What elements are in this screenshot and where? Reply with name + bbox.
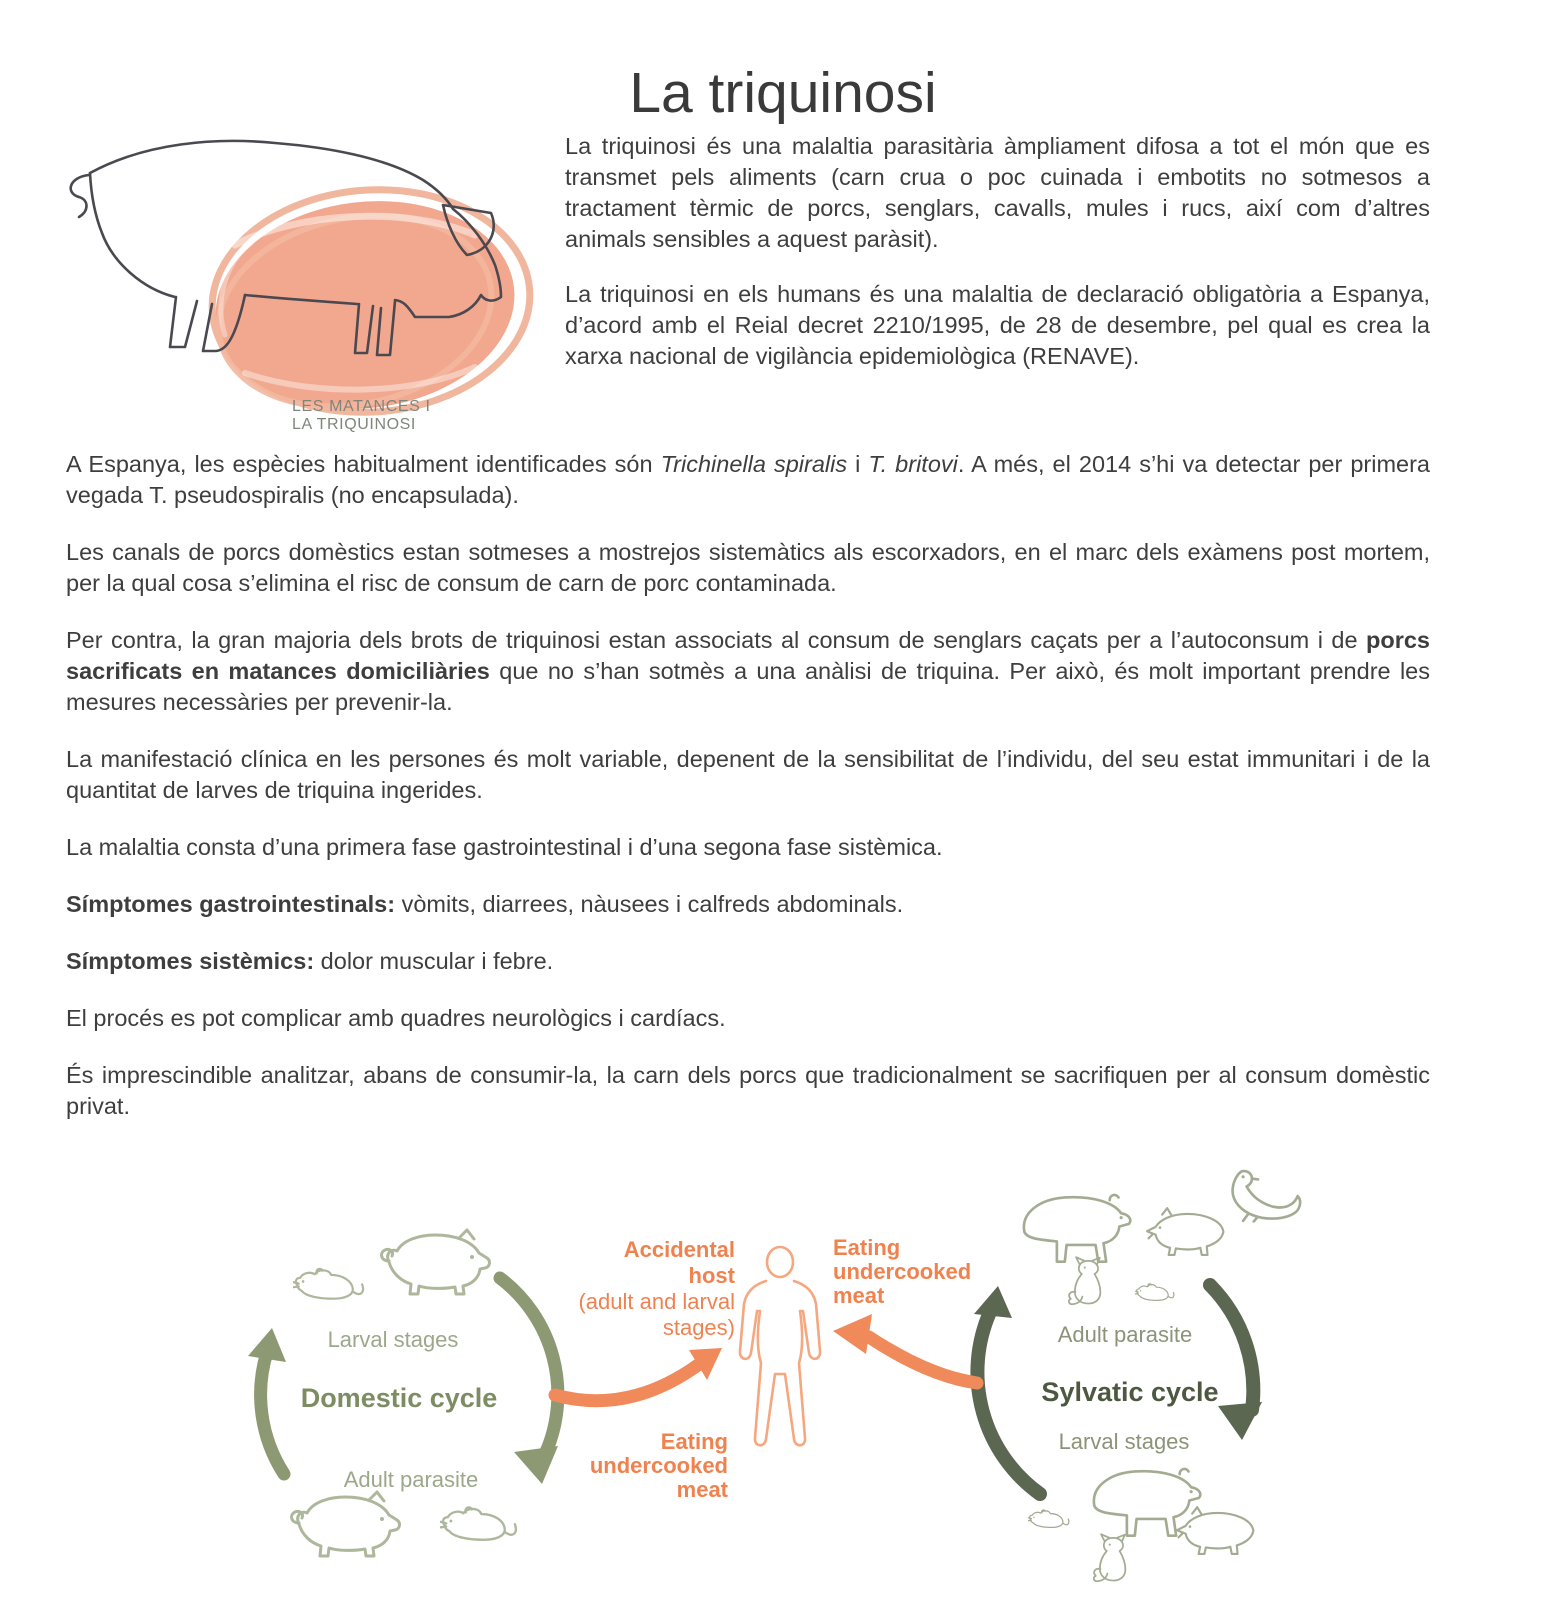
domestic-cycle-label: Domestic cycle — [300, 1383, 498, 1413]
pig-caption — [292, 398, 431, 434]
rodent-icon — [1135, 1284, 1173, 1301]
pig-icon — [292, 1492, 400, 1556]
sylvatic-top-label: Adult parasite — [1057, 1322, 1193, 1347]
sylvatic-arrowhead-up-icon — [974, 1286, 1012, 1318]
boar-icon — [1147, 1208, 1223, 1255]
eating-undercooked-meat-right-label: Eating undercooked meat — [833, 1235, 972, 1308]
bear-icon — [1024, 1195, 1130, 1262]
paragraph-simptomes-gastro: Símptomes gastrointestinals: vòmits, diarrees, nàusees i calfreds abdominals. — [66, 891, 904, 917]
paragraph-fases: La malaltia consta d’una primera fase gastrointestinal i d’una segona fase sistèmica. — [66, 834, 943, 860]
eating-arrows — [555, 1337, 977, 1401]
rat-icon — [294, 1269, 363, 1299]
paragraph-canals: Les canals de porcs domèstics estan sotmeses a mostrejos sistemàtics als escorxadors, en el marc dels exàmens post mortem, per la qual cosa s’elimina el risc de consum de carn de porc contaminada. — [66, 539, 1430, 596]
paragraph-clinica: La manifestació clínica en les persones és molt variable, depenent de la sensibilitat de l’individu, del seu estat immunitari i de la quantitat de larves de triquina ingerides. — [66, 746, 1430, 803]
page-title: La triquinosi — [629, 61, 937, 126]
intro-paragraph-2: La triquinosi en els humans és una malaltia de declaració obligatòria a Espanya, d’acord amb el Reial decret 2210/1995, de 28 de desembre, pel qual es crea la xarxa nacional de vigilància epidemiològica (RENAVE). — [565, 281, 1430, 369]
paragraph-simptomes-sistemics: Símptomes sistèmics: dolor muscular i febre. — [66, 948, 554, 974]
boar-icon — [1177, 1507, 1253, 1554]
pig-icon — [382, 1230, 490, 1294]
sylvatic-cycle-label: Sylvatic cycle — [1041, 1377, 1219, 1407]
seal-icon — [1233, 1171, 1301, 1222]
body-text — [66, 449, 1430, 1148]
orange-arrowhead-left-icon — [833, 1314, 872, 1354]
human-figure-icon — [740, 1247, 820, 1445]
rodent-icon — [1028, 1510, 1068, 1527]
accidental-host-label: Accidental host (adult and larval stages) — [578, 1237, 735, 1340]
pig-caption-line2: LA TRIQUINOSI — [292, 416, 416, 433]
salmon-scribble-icon — [201, 179, 538, 430]
intro-paragraph-1: La triquinosi és una malaltia parasitària àmpliament difosa a tot el món que es transmet pels aliments (carn crua o poc cuinada i embotits no sotmesos a tractament tèrmic de porcs, senglars, cavalls, mules i rucs, així com d’altres animals sensibles a aquest paràsit). — [565, 133, 1430, 252]
paragraph-analitzar: És imprescindible analitzar, abans de consumir-la, la carn dels porcs que tradicionalment se sacrifiquen per al consum domèstic privat. — [66, 1062, 1430, 1119]
rat-icon — [441, 1507, 516, 1539]
fox-icon — [1094, 1534, 1126, 1581]
pig-caption-line1: LES MATANCES I — [292, 398, 431, 415]
paragraph-proces: El procés es pot complicar amb quadres neurològics i cardíacs. — [66, 1005, 726, 1031]
paragraph-brots: Per contra, la gran majoria dels brots de triquinosi estan associats al consum de senglars caçats per a l’autoconsum i de porcs sacrificats en matances domiciliàries que no s’han sotmès a una anàlisi de triquina. Per això, és molt important prendre les mesures necessàries per prevenir-la. — [66, 627, 1430, 715]
eating-undercooked-meat-left-label: Eating undercooked meat — [589, 1429, 728, 1502]
domestic-bottom-label: Adult parasite — [343, 1467, 479, 1492]
domestic-top-label: Larval stages — [327, 1327, 459, 1352]
domestic-cycle-arrows — [261, 1278, 558, 1474]
sylvatic-bottom-label: Larval stages — [1058, 1429, 1190, 1454]
domestic-arrowhead-up-icon — [248, 1328, 286, 1362]
intro-text — [565, 131, 1430, 396]
sylvatic-arrowhead-down-icon — [1218, 1402, 1262, 1440]
paragraph-species: A Espanya, les espècies habitualment identificades són Trichinella spiralis i T. britovi. A més, el 2014 s’hi va detectar per primera vegada T. pseudospiralis (no encapsulada). — [66, 451, 1430, 508]
fox-icon — [1069, 1257, 1101, 1304]
lifecycle-diagram — [0, 1130, 1566, 1600]
